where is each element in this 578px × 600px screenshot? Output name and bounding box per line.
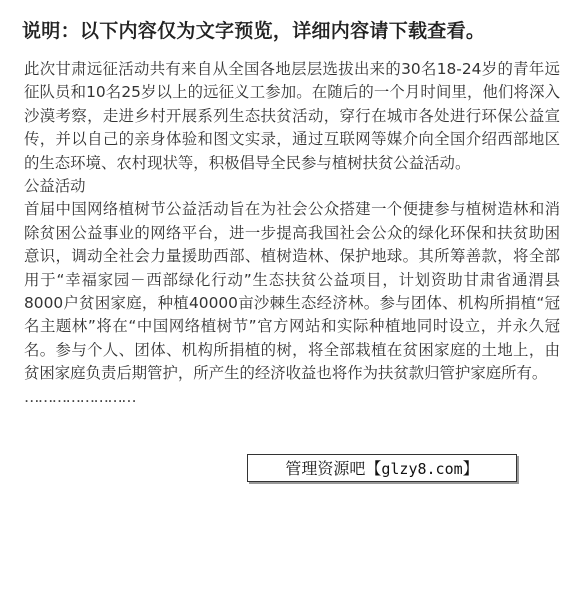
paragraph-tree-planting: 首届中国网络植树节公益活动旨在为社会公众搭建一个便捷参与植树造林和消除贫困公益事业的网络平台，进一步提高我国社会公众的绿化环保和扶贫助困意识，调动全社会力量援助西部、植树造林、保护地球。其所筹善款，将全部用于“幸福家园－西部绿化行动”生态扶贫公益项目，计划资助甘肃省通渭县8000户贫困家庭，种植40000亩沙棘生态经济林。参与团体、机构所捐植“冠名主题林”将在“中国网络植树节”官方网站和实际种植地同时设立，并永久冠名。参与个人、团体、机构所捐植的树，将全部栽植在贫困家庭的土地上，由贫困家庭负责后期管护，所产生的经济收益也将作为扶贫款归管护家庭所有。 bbox=[24, 200, 560, 383]
section-heading-public-welfare: 公益活动 bbox=[24, 177, 86, 196]
document-body bbox=[24, 58, 560, 409]
paragraph-expedition: 此次甘肃远征活动共有来自从全国各地层层选拔出来的30名18-24岁的青年远征队员和10名25岁以上的远征义工参加。在随后的一个月时间里，他们将深入沙漠考察，走进乡村开展系列生态扶贫活动，穿行在城市各处进行环保公益宣传，并以自己的亲身体验和图文实录，通过互联网等媒介向全国介绍西部地区的生态环境、农村现状等，积极倡导全民参与植树扶贫公益活动。 bbox=[24, 60, 560, 172]
watermark-label: 管理资源吧【 bbox=[285, 459, 382, 478]
watermark-suffix: 】 bbox=[462, 459, 479, 478]
site-watermark bbox=[247, 454, 517, 482]
preview-notice: 说明：以下内容仅为文字预览，详细内容请下载查看。 bbox=[22, 20, 486, 42]
ellipsis-more-content: …………………… bbox=[24, 387, 136, 406]
watermark-site: glzy8.com bbox=[381, 460, 463, 478]
